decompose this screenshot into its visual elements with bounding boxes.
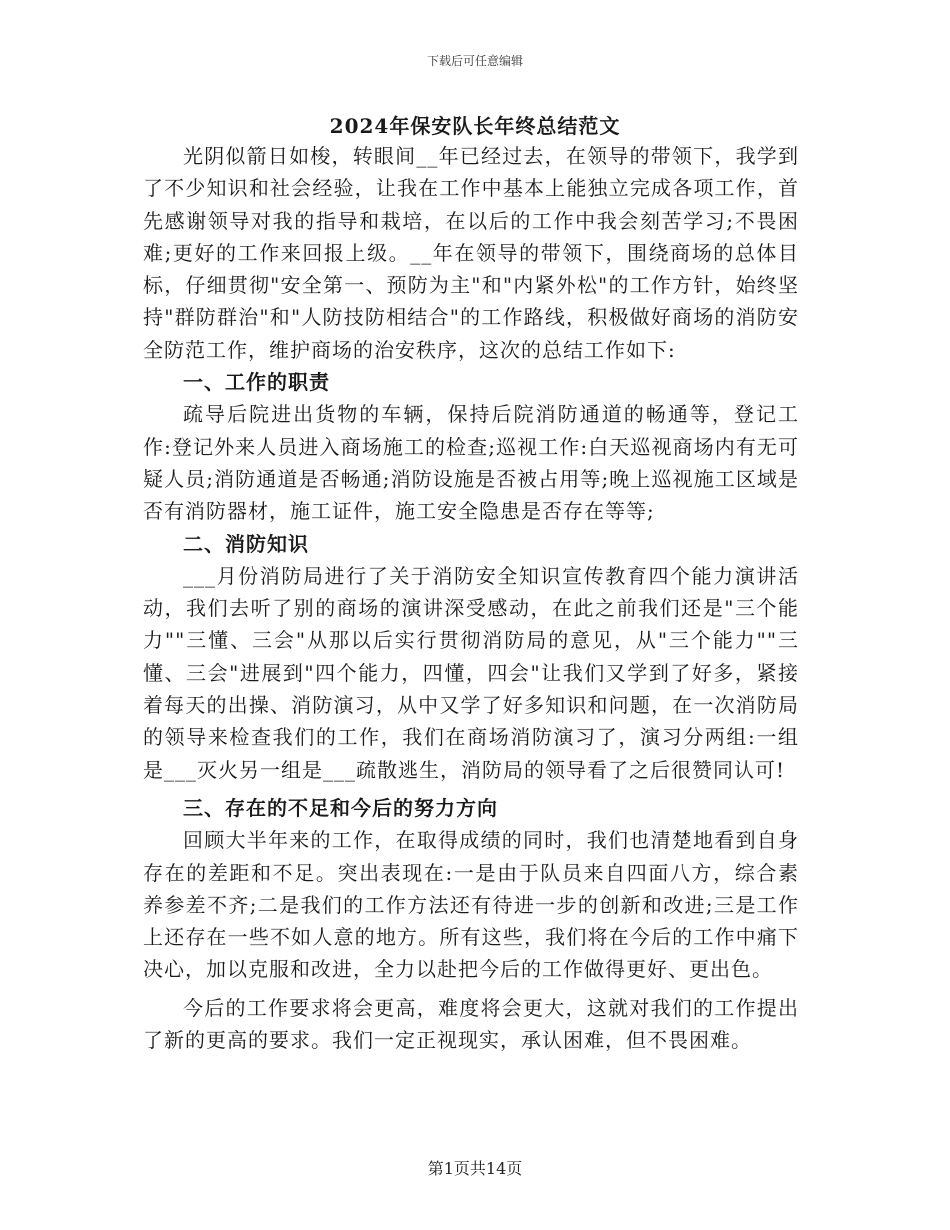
document-title: 2024年保安队长年终总结范文 — [329, 114, 621, 138]
section-heading-duties: 一、工作的职责 — [183, 370, 330, 395]
section-heading-shortcomings: 三、存在的不足和今后的努力方向 — [183, 795, 498, 820]
header-note: 下载后可任意编辑 — [426, 54, 523, 68]
section-paragraph: 回顾大半年来的工作，在取得成绩的同时，我们也清楚地看到自身存在的差距和不足。突出表现在:一是由于队员来自四面八方，综合素养参差不齐;二是我们的工作方法还有待进一步的创新和改进;三是工作上还存在一些不如人意的地方。所有这些，我们将在今后的工作中痛下决心，加以克服和改进，全力以赴把今后的工作做得更好、更出色。 — [143, 828, 799, 982]
section-paragraph: 疏导后院进出货物的车辆，保持后院消防通道的畅通等，登记工作:登记外来人员进入商场施工的检查;巡视工作:白天巡视商场内有无可疑人员;消防通道是否畅通;消防设施是否被占用等;晚上巡视施工区域是否有消防器材，施工证件，施工安全隐患是否存在等等; — [143, 402, 799, 524]
section-heading-fire-knowledge: 二、消防知识 — [183, 531, 309, 556]
section-paragraph: ___月份消防局进行了关于消防安全知识宣传教育四个能力演讲活动，我们去听了别的商场的演讲深受感动，在此之前我们还是"三个能力""三懂、三会"从那以后实行贯彻消防局的意见，从"三个能力""三懂、三会"进展到"四个能力，四懂，四会"让我们又学到了好多，紧接着每天的出操、消防演习，从中又学了好多知识和问题，在一次消防局的领导来检查我们的工作，我们在商场消防演习了，演习分两组:一组是___灭火另一组是___疏散逃生，消防局的领导看了之后很赞同认可! — [143, 563, 799, 782]
intro-paragraph: 光阴似箭日如梭，转眼间__年已经过去，在领导的带领下，我学到了不少知识和社会经验，让我在工作中基本上能独立完成各项工作，首先感谢领导对我的指导和栽培，在以后的工作中我会刻苦学习;不畏困难;更好的工作来回报上级。__年在领导的带领下，围绕商场的总体目标，仔细贯彻"安全第一、预防为主"和"内紧外松"的工作方针，始终坚持"群防群治"和"人防技防相结合"的工作路线，积极做好商场的消防安全防范工作，维护商场的治安秩序，这次的总结工作如下: — [143, 144, 799, 362]
section-paragraph: 今后的工作要求将会更高，难度将会更大，这就对我们的工作提出了新的更高的要求。我们一定正视现实，承认困难，但不畏困难。 — [143, 995, 799, 1053]
document-body — [143, 140, 799, 1056]
page-number: 第1页共14页 — [427, 1159, 523, 1178]
